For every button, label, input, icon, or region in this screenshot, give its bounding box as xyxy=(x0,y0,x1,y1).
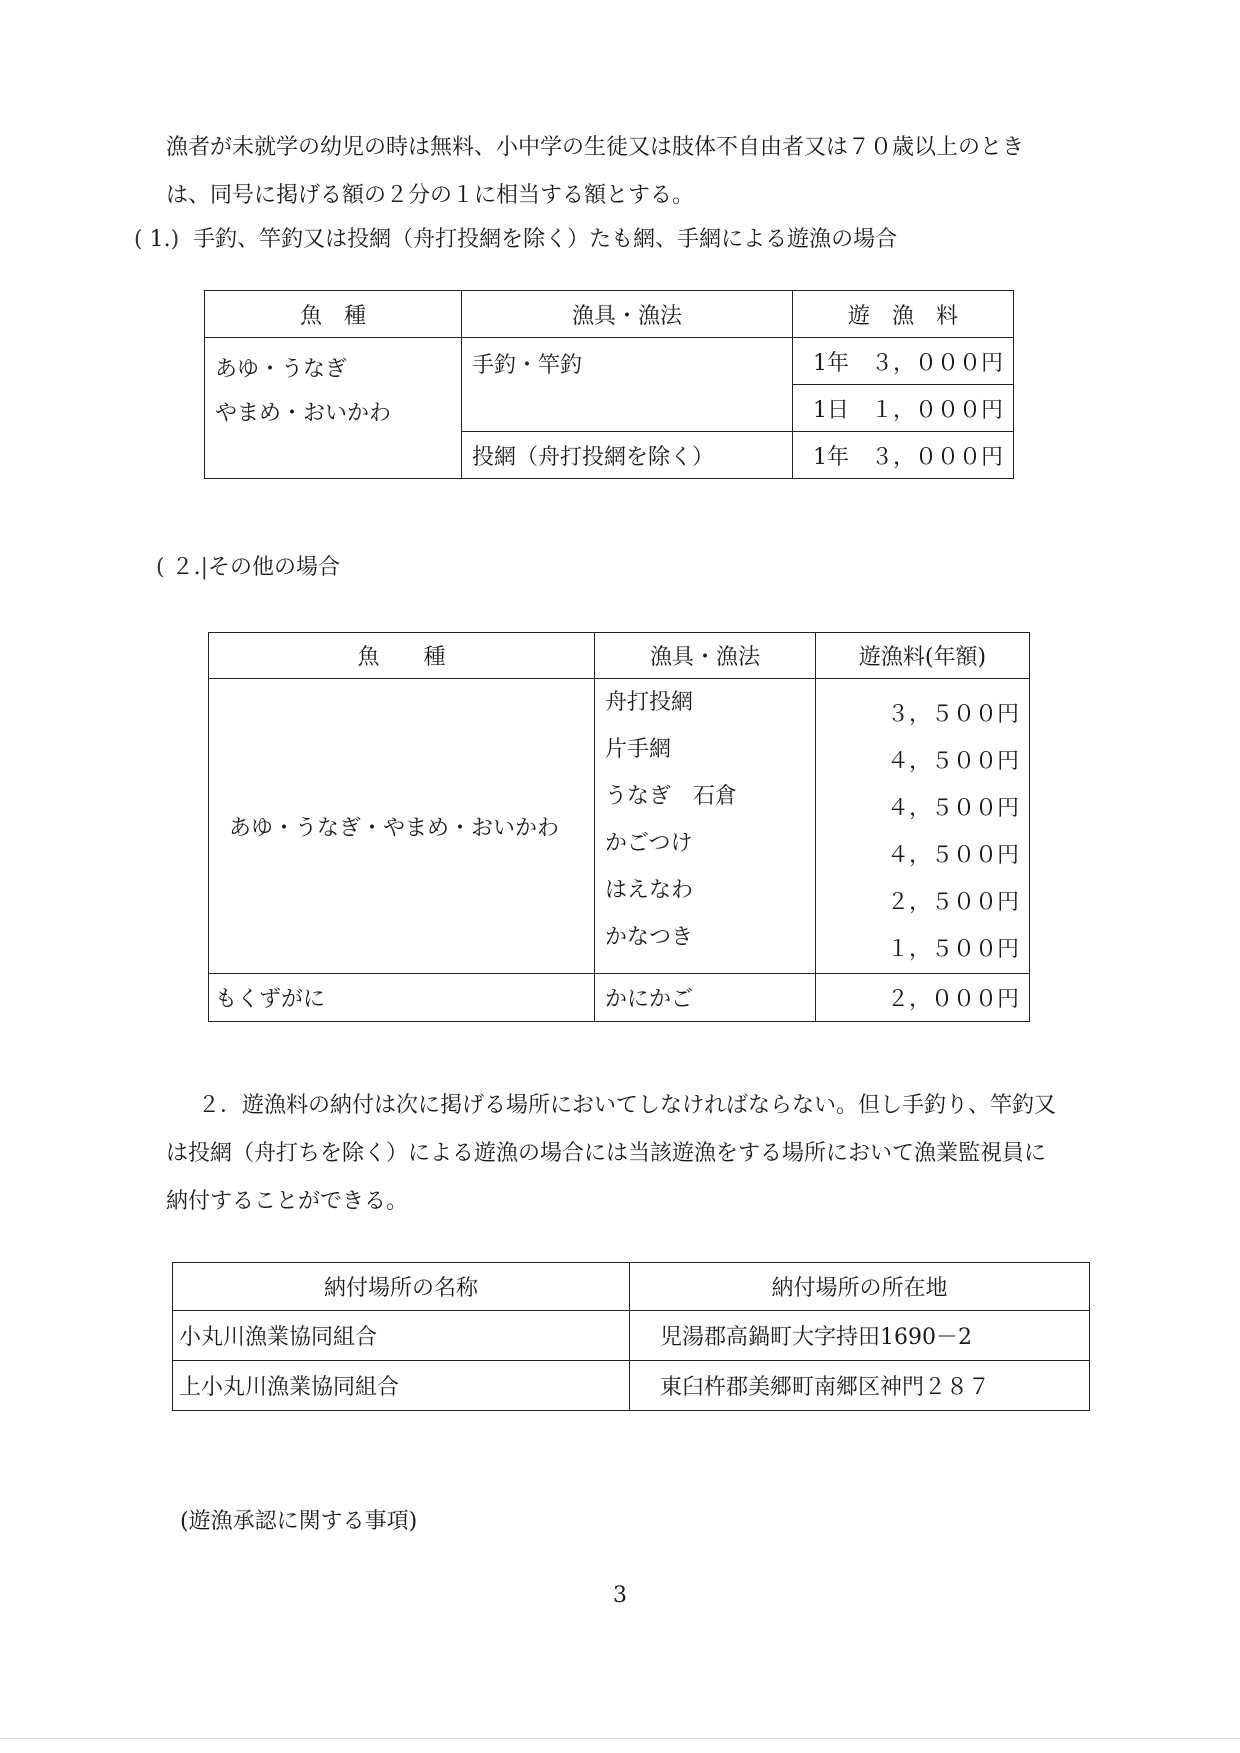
header-location-name: 納付場所の名称 xyxy=(173,1263,630,1311)
payment-paragraph: ２．遊漁料の納付は次に掲げる場所においてしなければならない。但し手釣り、竿釣又は投網（舟打ちを除く）による遊漁の場合には当該遊漁をする場所において漁業監視員に納付することができる。 xyxy=(166,1093,1057,1214)
section1-bracket-mark: ( xyxy=(134,227,150,252)
method-cell: かにかご xyxy=(595,974,816,1022)
fee-cell: 1年 ３，０００円 xyxy=(793,432,1014,479)
fee-table-1 xyxy=(204,290,1014,479)
fish-cell: あゆ・うなぎ・やまめ・おいかわ xyxy=(209,679,595,974)
fee-cell: 1日 １，０００円 xyxy=(793,385,1014,432)
section1-title: 手釣、竿釣又は投網（舟打投網を除く）たも網、手網による遊漁の場合 xyxy=(193,227,898,252)
section2-number: ２. xyxy=(171,555,201,580)
fee-table-2 xyxy=(208,632,1030,1022)
header-fish: 魚 種 xyxy=(205,291,462,338)
section2-title: その他の場合 xyxy=(208,555,341,580)
fee-item: ４，５００円 xyxy=(886,796,1019,821)
header-fee: 遊 漁 料 xyxy=(793,291,1014,338)
method-cell xyxy=(595,679,816,974)
fee-item: ２，５００円 xyxy=(886,890,1019,915)
method-item: かなつき xyxy=(605,925,694,950)
location-address: 児湯郡高鍋町大字持田1690－2 xyxy=(630,1311,1090,1361)
header-fee: 遊漁料(年額) xyxy=(816,633,1030,679)
table-header-row xyxy=(173,1263,1090,1311)
table-row xyxy=(209,974,1030,1022)
method-item: かごつけ xyxy=(605,831,693,856)
header-fish: 魚 種 xyxy=(209,633,595,679)
section2-heading: ( ２.|その他の場合 xyxy=(156,555,341,580)
table-row xyxy=(173,1311,1090,1361)
page-edge-divider xyxy=(0,1738,1240,1739)
header-method: 漁具・漁法 xyxy=(595,633,816,679)
location-name: 小丸川漁業協同組合 xyxy=(173,1311,630,1361)
method-item: うなぎ 石倉 xyxy=(605,784,738,809)
header-location-address: 納付場所の所在地 xyxy=(630,1263,1090,1311)
intro-paragraph: 漁者が未就学の幼児の時は無料、小中学の生徒又は肢体不自由者又は７０歳以上のときは、同号に掲げる額の２分の１に相当する額とする。 xyxy=(166,135,1025,208)
table-header-row xyxy=(205,291,1014,338)
method-cell: 手釣・竿釣 xyxy=(462,338,793,432)
fish-cell: もくずがに xyxy=(209,974,595,1022)
location-name: 上小丸川漁業協同組合 xyxy=(173,1361,630,1411)
fee-item: ４，５００円 xyxy=(886,843,1019,868)
fee-item: ３，５００円 xyxy=(886,702,1019,727)
approval-section-heading: (遊漁承認に関する事項) xyxy=(180,1509,418,1534)
fee-item: １，５００円 xyxy=(886,937,1019,962)
method-item: 舟打投網 xyxy=(605,690,694,715)
section1-number: 1. xyxy=(149,227,171,252)
header-method: 漁具・漁法 xyxy=(462,291,793,338)
fee-item: ４，５００円 xyxy=(886,749,1019,774)
section1-heading: ( 1.) 手釣、竿釣又は投網（舟打投網を除く）たも網、手網による遊漁の場合 xyxy=(134,227,898,252)
method-cell: 投網（舟打投網を除く） xyxy=(462,432,793,479)
fee-cell: ２，０００円 xyxy=(816,974,1030,1022)
page-number: 3 xyxy=(613,1583,627,1608)
fish-cell: あゆ・うなぎ やまめ・おいかわ xyxy=(205,338,462,479)
method-item: はえなわ xyxy=(605,878,694,903)
fee-cell: 1年 ３，０００円 xyxy=(793,338,1014,385)
table-header-row xyxy=(209,633,1030,679)
fee-cell xyxy=(816,679,1030,974)
table-row xyxy=(173,1361,1090,1411)
table-row xyxy=(205,338,1014,385)
table-row xyxy=(209,679,1030,974)
payment-location-table xyxy=(172,1262,1090,1411)
location-address: 東臼杵郡美郷町南郷区神門２８７ xyxy=(630,1361,1090,1411)
method-item: 片手網 xyxy=(605,737,672,762)
